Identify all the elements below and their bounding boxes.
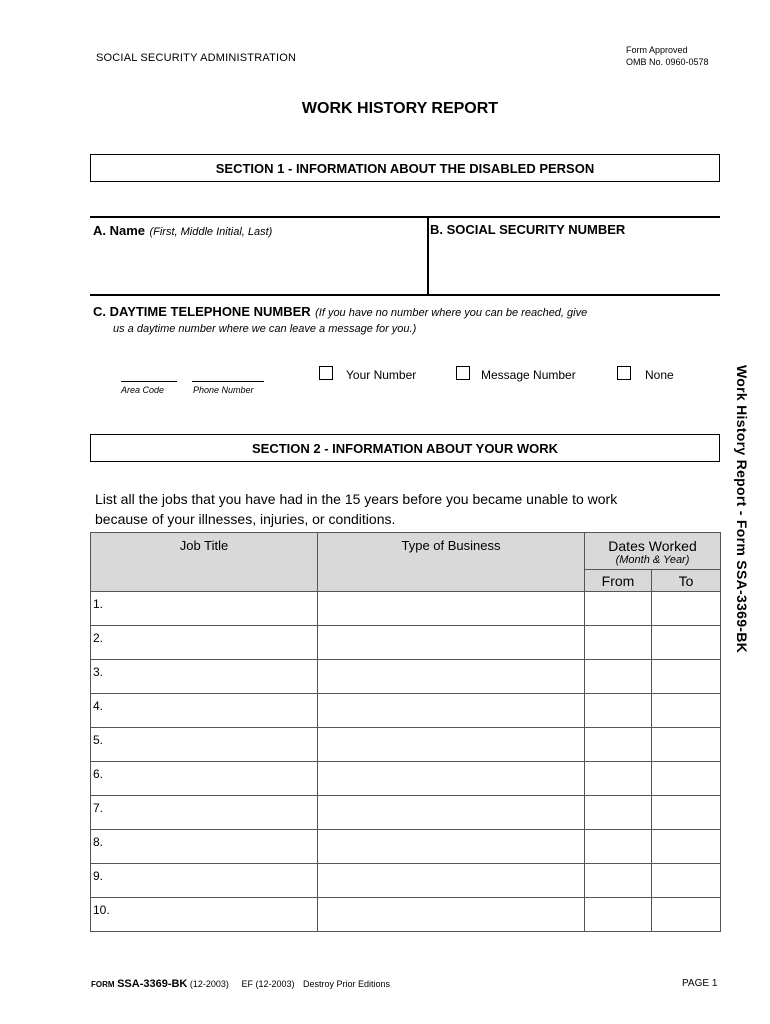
business-cell[interactable] xyxy=(318,796,585,830)
job-title-header-text: Job Title xyxy=(179,538,229,553)
message-number-label: Message Number xyxy=(481,368,576,382)
dates-worked-header xyxy=(585,533,721,570)
business-cell[interactable] xyxy=(318,830,585,864)
divider xyxy=(427,216,429,294)
business-cell[interactable] xyxy=(318,864,585,898)
instructions-line-2: because of your illnesses, injuries, or conditions. xyxy=(95,511,396,527)
from-cell[interactable] xyxy=(585,626,652,660)
from-cell[interactable] xyxy=(585,592,652,626)
row-number: 6. xyxy=(93,767,104,781)
from-cell[interactable] xyxy=(585,864,652,898)
to-header-text: To xyxy=(678,573,694,589)
page-title: WORK HISTORY REPORT xyxy=(301,100,499,117)
from-cell[interactable] xyxy=(585,660,652,694)
section1-heading: SECTION 1 - INFORMATION ABOUT THE DISABLED PERSON xyxy=(90,154,720,182)
row-number: 10. xyxy=(93,903,110,917)
phone-number-input[interactable] xyxy=(192,381,264,382)
table-row xyxy=(91,728,721,762)
area-code-input[interactable] xyxy=(121,381,177,382)
jobs-table xyxy=(90,532,721,932)
omb-info xyxy=(626,44,709,68)
row-number: 8. xyxy=(93,835,104,849)
row-number: 3. xyxy=(93,665,104,679)
name-hint: (First, Middle Initial, Last) xyxy=(149,226,273,238)
business-type-header-text: Type of Business xyxy=(401,538,501,553)
form-approved-label: Form Approved xyxy=(626,45,688,55)
table-row xyxy=(91,864,721,898)
form-word: FORM xyxy=(91,980,115,989)
job-title-cell[interactable] xyxy=(91,864,318,898)
business-cell[interactable] xyxy=(318,592,585,626)
omb-number: OMB No. 0960-0578 xyxy=(626,57,709,67)
name-label: A. Name xyxy=(93,223,146,238)
from-cell[interactable] xyxy=(585,830,652,864)
table-row xyxy=(91,694,721,728)
to-cell[interactable] xyxy=(652,796,721,830)
from-cell[interactable] xyxy=(585,796,652,830)
your-number-checkbox[interactable] xyxy=(319,366,333,380)
job-title-cell[interactable] xyxy=(91,728,318,762)
to-cell[interactable] xyxy=(652,830,721,864)
table-row xyxy=(91,592,721,626)
to-header xyxy=(652,570,721,592)
to-cell[interactable] xyxy=(652,898,721,932)
job-title-cell[interactable] xyxy=(91,898,318,932)
instructions xyxy=(95,489,617,529)
phone-label-line xyxy=(93,303,587,321)
dates-worked-label: Dates Worked xyxy=(608,538,697,554)
none-label: None xyxy=(645,368,674,382)
none-checkbox[interactable] xyxy=(617,366,631,380)
row-number: 1. xyxy=(93,597,104,611)
divider xyxy=(90,294,720,296)
your-number-label: Your Number xyxy=(346,368,417,382)
table-row xyxy=(91,660,721,694)
to-cell[interactable] xyxy=(652,762,721,796)
area-code-caption: Area Code xyxy=(121,385,165,395)
row-number: 7. xyxy=(93,801,104,815)
from-header xyxy=(585,570,652,592)
job-title-cell[interactable] xyxy=(91,694,318,728)
phone-number-caption: Phone Number xyxy=(193,385,254,395)
from-cell[interactable] xyxy=(585,694,652,728)
form-id: SSA-3369-BK xyxy=(117,978,188,990)
from-cell[interactable] xyxy=(585,728,652,762)
form-edition: (12-2003) xyxy=(189,979,229,989)
from-cell[interactable] xyxy=(585,762,652,796)
to-cell[interactable] xyxy=(652,626,721,660)
business-cell[interactable] xyxy=(318,660,585,694)
dates-worked-sub: (Month & Year) xyxy=(615,554,690,566)
form-footer xyxy=(91,978,390,990)
row-number: 2. xyxy=(93,631,104,645)
agency-name: SOCIAL SECURITY ADMINISTRATION xyxy=(96,52,297,64)
job-title-header xyxy=(91,533,318,592)
job-title-cell[interactable] xyxy=(91,762,318,796)
business-cell[interactable] xyxy=(318,694,585,728)
business-type-header xyxy=(318,533,585,592)
to-cell[interactable] xyxy=(652,864,721,898)
table-row xyxy=(91,762,721,796)
name-field[interactable] xyxy=(93,222,272,240)
row-number: 4. xyxy=(93,699,104,713)
from-header-text: From xyxy=(601,573,635,589)
row-number: 9. xyxy=(93,869,104,883)
ef-edition: EF (12-2003) xyxy=(241,979,295,989)
to-cell[interactable] xyxy=(652,660,721,694)
instructions-line-1: List all the jobs that you have had in the 15 years before you became unable to work xyxy=(95,491,618,507)
business-cell[interactable] xyxy=(318,626,585,660)
ssn-field[interactable] xyxy=(430,240,718,292)
section2-heading: SECTION 2 - INFORMATION ABOUT YOUR WORK xyxy=(90,434,720,462)
business-cell[interactable] xyxy=(318,728,585,762)
phone-hint-2: us a daytime number where we can leave a message for you.) xyxy=(113,323,417,335)
page-number: PAGE 1 xyxy=(682,978,718,989)
job-title-cell[interactable] xyxy=(91,830,318,864)
to-cell[interactable] xyxy=(652,728,721,762)
table-row xyxy=(91,898,721,932)
job-title-cell[interactable] xyxy=(91,592,318,626)
from-cell[interactable] xyxy=(585,898,652,932)
to-cell[interactable] xyxy=(652,592,721,626)
table-row xyxy=(91,796,721,830)
table-row xyxy=(91,626,721,660)
business-cell[interactable] xyxy=(318,762,585,796)
destroy-note: Destroy Prior Editions xyxy=(303,979,391,989)
job-title-cell[interactable] xyxy=(91,796,318,830)
job-title-cell[interactable] xyxy=(91,660,318,694)
job-title-cell[interactable] xyxy=(91,626,318,660)
phone-label: C. DAYTIME TELEPHONE NUMBER xyxy=(93,304,311,319)
ssn-label: B. SOCIAL SECURITY NUMBER xyxy=(430,222,626,237)
phone-hint-1: (If you have no number where you can be reached, give xyxy=(315,307,588,319)
to-cell[interactable] xyxy=(652,694,721,728)
divider xyxy=(90,216,720,218)
business-cell[interactable] xyxy=(318,898,585,932)
row-number: 5. xyxy=(93,733,104,747)
message-number-checkbox[interactable] xyxy=(456,366,470,380)
table-row xyxy=(91,830,721,864)
side-form-label: Work History Report - Form SSA-3369-BK xyxy=(734,365,750,654)
